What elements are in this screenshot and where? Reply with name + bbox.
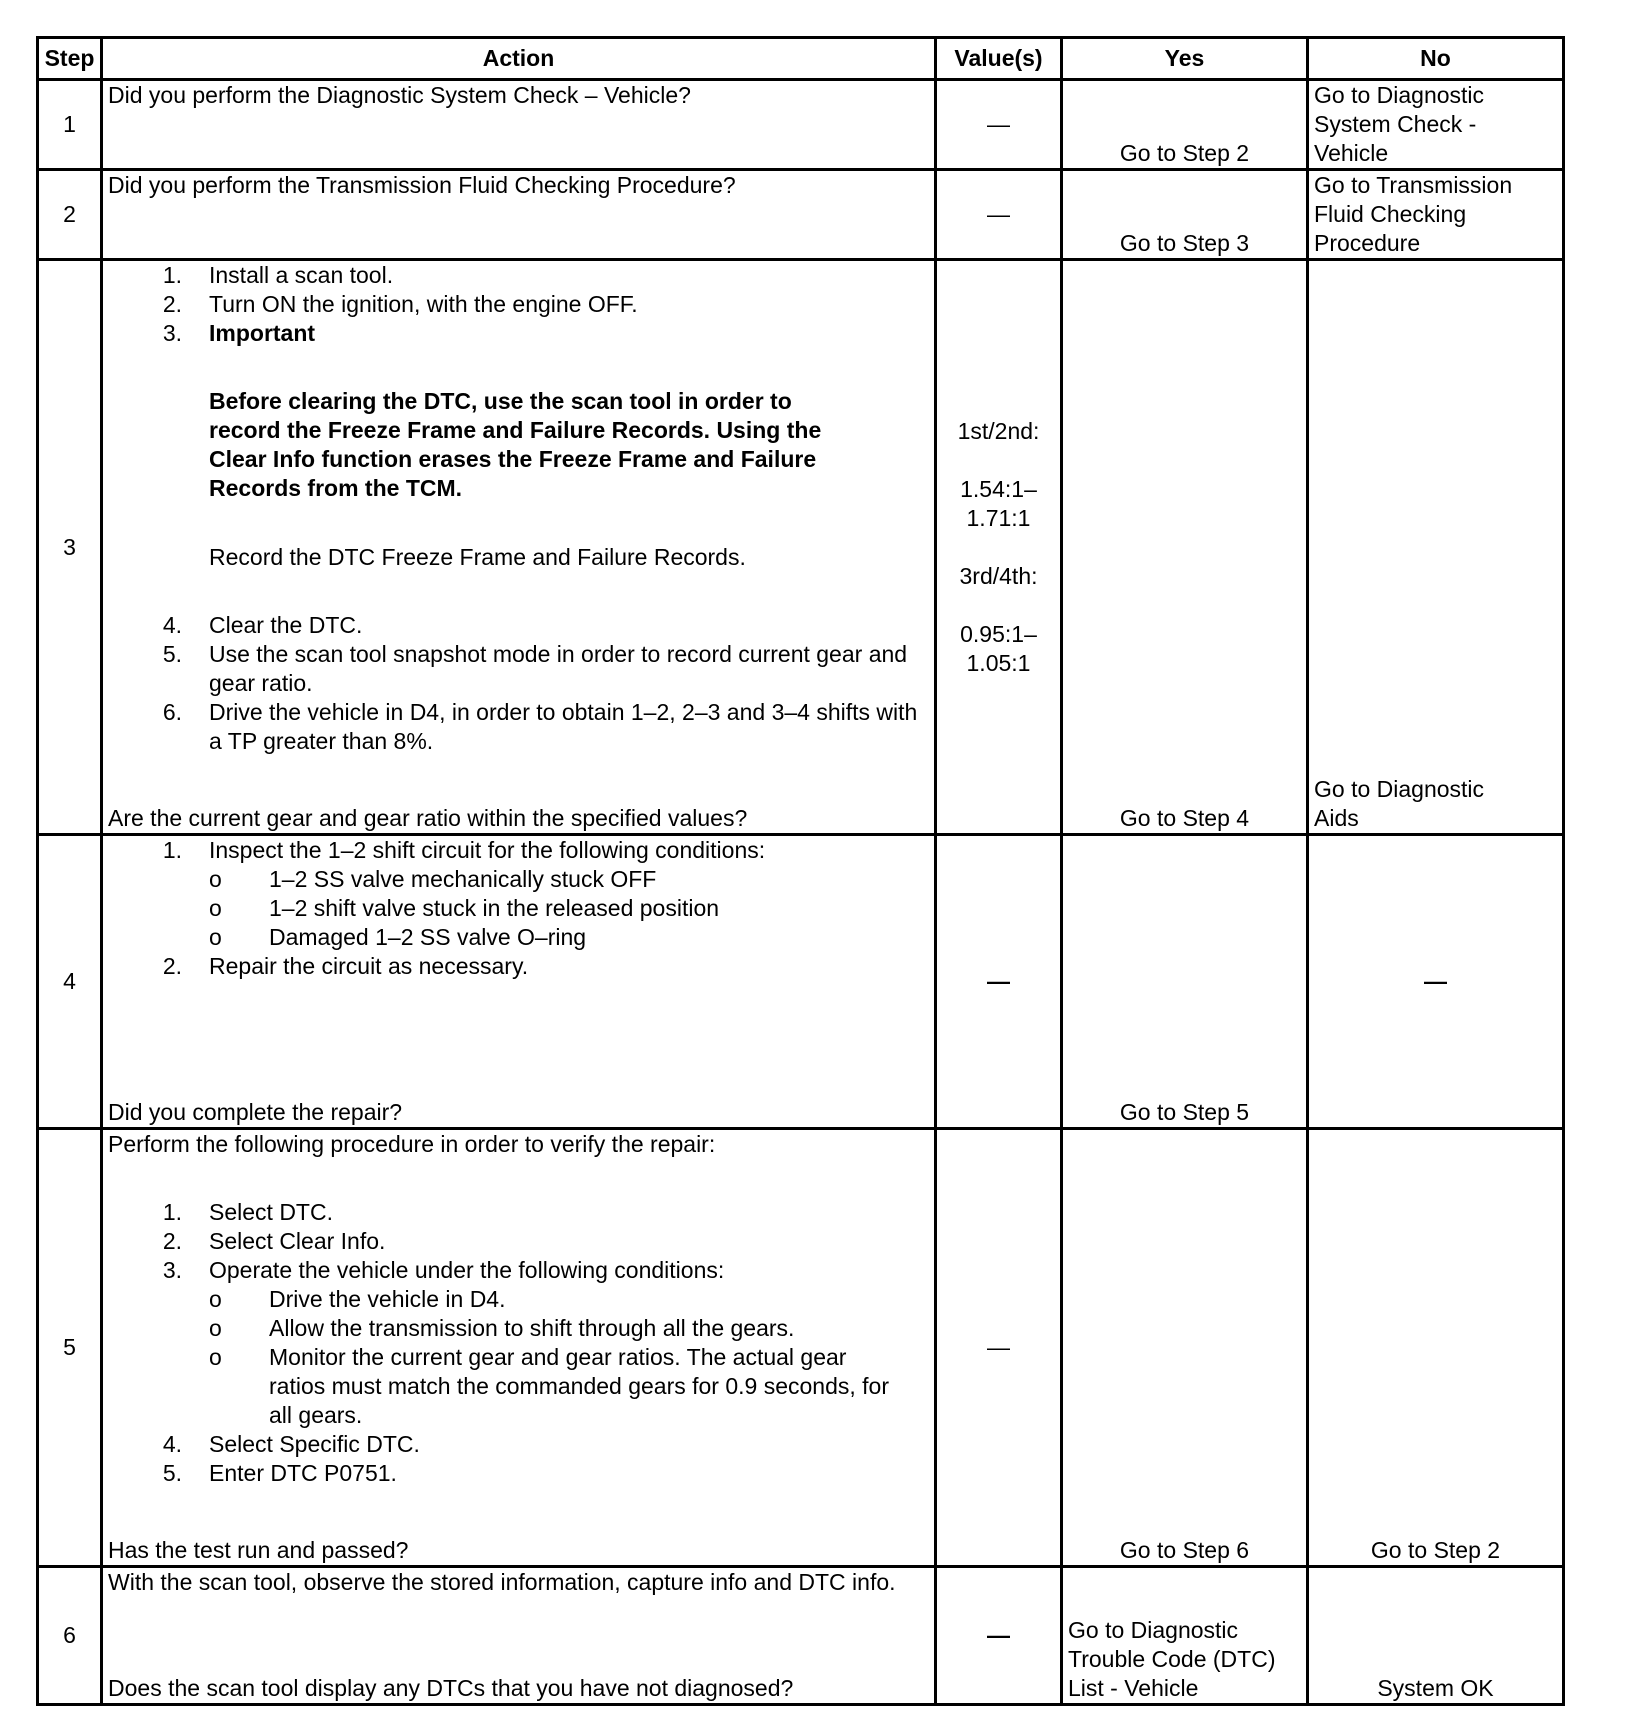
bullet-item: o 1–2 shift valve stuck in the released position — [209, 895, 720, 921]
yes-line: Go to Diagnostic — [1068, 1617, 1239, 1643]
value-text: — — [987, 1334, 1010, 1360]
no-cell: System OK — [1308, 1567, 1564, 1705]
table-row-5 — [38, 1129, 1564, 1567]
no-cell — [1308, 260, 1564, 835]
important-note: Before clearing the DTC, use the scan tool in order to record the Freeze Frame and Failure Records. Using the Clear Info function erases the Freeze Frame and Failure Records from the TCM. — [209, 388, 822, 501]
action-cell — [102, 1129, 936, 1567]
action-text: Did you perform the Diagnostic System Check – Vehicle? — [108, 82, 691, 108]
no-cell: Go to Step 2 — [1308, 1129, 1564, 1567]
no-cell — [1308, 170, 1564, 260]
header-step: Step — [38, 38, 102, 80]
list-item: 2. Repair the circuit as necessary. — [162, 953, 529, 979]
action-cell — [102, 260, 936, 835]
yes-cell: Go to Step 6 — [1062, 1129, 1308, 1567]
yes-cell: Go to Step 4 — [1062, 260, 1308, 835]
action-cell — [102, 1567, 936, 1705]
step-number: 3 — [38, 260, 102, 835]
intro-text: Perform the following procedure in order to verify the repair: — [108, 1131, 716, 1157]
yes-line: List - Vehicle — [1068, 1675, 1199, 1701]
bullet-item: o 1–2 SS valve mechanically stuck OFF — [209, 866, 657, 892]
question-text: Has the test run and passed? — [108, 1537, 409, 1563]
yes-cell: Go to Step 5 — [1062, 835, 1308, 1129]
no-cell — [1308, 80, 1564, 170]
list-item: 3. Operate the vehicle under the following conditions: — [162, 1257, 725, 1283]
table-row-6 — [38, 1567, 1564, 1705]
no-line: Procedure — [1314, 230, 1421, 256]
list-item: 3. Important — [162, 320, 316, 346]
action-cell — [102, 170, 936, 260]
list-item: 4. Select Specific DTC. — [162, 1431, 420, 1457]
bullet-item: o Damaged 1–2 SS valve O–ring — [209, 924, 587, 950]
list-item: 6. Drive the vehicle in D4, in order to obtain 1–2, 2–3 and 3–4 shifts with a TP greater than 8%. — [162, 699, 918, 754]
yes-cell: Go to Step 3 — [1062, 170, 1308, 260]
value-cell — [936, 260, 1062, 835]
list-item: 1. Install a scan tool. — [162, 262, 394, 288]
no-line: Vehicle — [1314, 140, 1389, 166]
value-range: 1.54:1– — [960, 475, 1037, 502]
header-action: Action — [102, 38, 936, 80]
value-text: — — [987, 1622, 1010, 1648]
header-values: Value(s) — [936, 38, 1062, 80]
no-cell — [1308, 835, 1564, 1129]
list-item: 5. Use the scan tool snapshot mode in order to record current gear and gear ratio. — [162, 641, 908, 696]
step-number: 5 — [38, 1129, 102, 1567]
list-item: 2. Select Clear Info. — [162, 1228, 386, 1254]
value-cell — [936, 1567, 1062, 1705]
step-number: 1 — [38, 80, 102, 170]
value-label: 1st/2nd: — [957, 417, 1040, 444]
action-cell — [102, 80, 936, 170]
action-text: Did you perform the Transmission Fluid Checking Procedure? — [108, 172, 736, 198]
step-number: 2 — [38, 170, 102, 260]
table-row-2 — [38, 170, 1564, 260]
no-line: System Check - — [1314, 111, 1477, 137]
no-line: Fluid Checking — [1314, 201, 1467, 227]
value-range: 1.05:1 — [966, 649, 1031, 676]
value-text: — — [987, 968, 1010, 994]
value-range: 0.95:1– — [960, 620, 1037, 647]
bullet-item: o Allow the transmission to shift through all the gears. — [209, 1315, 795, 1341]
record-note: Record the DTC Freeze Frame and Failure Records. — [209, 544, 746, 570]
no-line: Go to Diagnostic — [1314, 776, 1485, 802]
diagnostic-table — [36, 36, 1565, 1706]
list-item: 2. Turn ON the ignition, with the engine OFF. — [162, 291, 638, 317]
header-yes: Yes — [1062, 38, 1308, 80]
list-item: 1. Select DTC. — [162, 1199, 333, 1225]
question-text: Does the scan tool display any DTCs that you have not diagnosed? — [108, 1675, 794, 1701]
bullet-item: o Drive the vehicle in D4. — [209, 1286, 506, 1312]
value-range: 1.71:1 — [966, 504, 1031, 531]
list-item: 1. Inspect the 1–2 shift circuit for the following conditions: — [162, 837, 766, 863]
value-label: 3rd/4th: — [959, 562, 1038, 589]
value-cell — [936, 1129, 1062, 1567]
action-cell — [102, 835, 936, 1129]
yes-line: Trouble Code (DTC) — [1068, 1646, 1276, 1672]
step-number: 4 — [38, 835, 102, 1129]
table-row-1 — [38, 80, 1564, 170]
yes-cell: Go to Step 2 — [1062, 80, 1308, 170]
value-cell — [936, 835, 1062, 1129]
value-cell — [936, 80, 1062, 170]
list-item: 4. Clear the DTC. — [162, 612, 363, 638]
no-line: Go to Diagnostic — [1314, 82, 1485, 108]
action-text: With the scan tool, observe the stored information, capture info and DTC info. — [108, 1569, 896, 1595]
no-line: Aids — [1314, 805, 1359, 831]
list-item — [108, 1285, 929, 1430]
no-text: — — [1424, 968, 1447, 994]
value-text: — — [987, 201, 1010, 227]
header-row — [38, 38, 1564, 80]
step-number: 6 — [38, 1567, 102, 1705]
question-text: Are the current gear and gear ratio within the specified values? — [108, 805, 748, 831]
value-text: — — [987, 111, 1010, 137]
header-no: No — [1308, 38, 1564, 80]
table-row-4 — [38, 835, 1564, 1129]
question-text: Did you complete the repair? — [108, 1099, 403, 1125]
yes-cell — [1062, 1567, 1308, 1705]
list-item: 5. Enter DTC P0751. — [162, 1460, 397, 1486]
no-line: Go to Transmission — [1314, 172, 1513, 198]
table-row-3 — [38, 260, 1564, 835]
bullet-item: o Monitor the current gear and gear ratios. The actual gear ratios must match the commanded gears for 0.9 seconds, for all gears. — [209, 1344, 890, 1428]
value-cell — [936, 170, 1062, 260]
list-item — [108, 865, 929, 952]
